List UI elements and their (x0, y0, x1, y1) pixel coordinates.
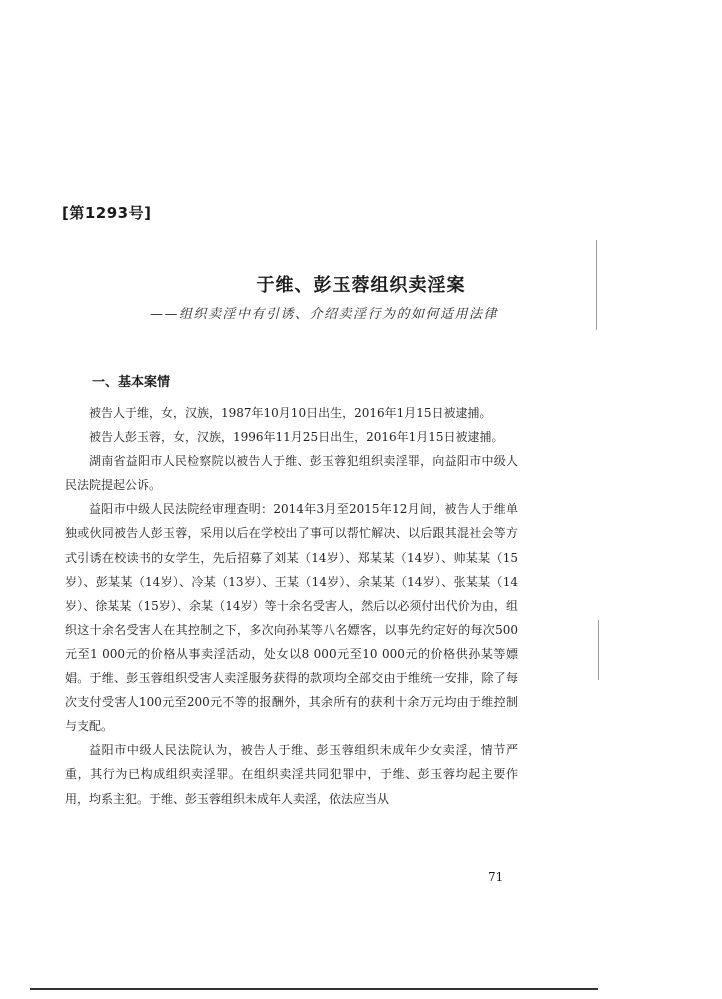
paragraph-facts: 益阳市中级人民法院经审理查明：2014年3月至2015年12月间，被告人于维单独或伙同被告人彭玉蓉，采用以后在学校出了事可以帮忙解决、以后跟其混社会等方式引诱在校读书的女学生，先后招募了刘某（14岁）、郑某某（14岁）、帅某某（15岁）、彭某某（14岁）、冷某（13岁）、王某（14岁）、余某某（14岁）、张某某（14岁）、徐某某（15岁）、余某（14岁）等十余名受害人，然后以必须付出代价为由，组织这十余名受害人在其控制之下，多次向孙某等八名嫖客，以事先约定好的每次500元至1 000元的价格从事卖淫活动，处女以8 000元至10 000元的价格供孙某等嫖娼。于维、彭玉蓉组织受害人卖淫服务获得的款项均全部交由于维统一安排，除了每次支付受害人100元至200元不等的报酬外，其余所有的获利十余万元均由于维控制与支配。 (65, 502, 518, 734)
page-number: 71 (488, 870, 504, 884)
paragraph-court-opinion: 益阳市中级人民法院认为，被告人于维、彭玉蓉组织未成年少女卖淫，情节严重，其行为已构成组织卖淫罪。在组织卖淫共同犯罪中，于维、彭玉蓉均起主要作用，均系主犯。于维、彭玉蓉组织未成年人卖淫，依法应当从 (65, 743, 518, 806)
scan-edge-mark (596, 240, 597, 330)
article-subtitle: ——组织卖淫中有引诱、介绍卖淫行为的如何适用法律 (150, 307, 499, 322)
bottom-rule (30, 988, 598, 990)
body-text (65, 401, 518, 811)
paragraph-prosecution: 湖南省益阳市人民检察院以被告人于维、彭玉蓉犯组织卖淫罪，向益阳市中级人民法院提起公诉。 (65, 454, 518, 493)
paragraph-defendant-peng: 被告人彭玉蓉，女，汉族，1996年11月25日出生，2016年1月15日被逮捕。 (89, 430, 504, 445)
section-heading: 一、基本案情 (92, 375, 171, 390)
scan-edge-mark (598, 620, 599, 680)
case-number: [第1293号] (62, 204, 152, 222)
article-title: 于维、彭玉蓉组织卖淫案 (256, 275, 466, 296)
paragraph-defendant-yu: 被告人于维，女，汉族，1987年10月10日出生，2016年1月15日被逮捕。 (89, 406, 492, 420)
